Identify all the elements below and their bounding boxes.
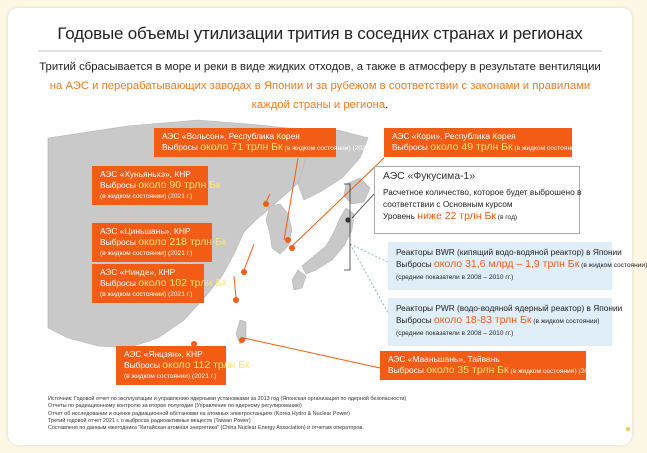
subtitle-line-3: каждой страны и региона — [251, 99, 386, 111]
source-line: Отчет об исследовании и оценке радиационной обстановки на атомных электростанциях (Korea Hydro & Nuclear Power) — [48, 410, 350, 417]
callout-kori — [384, 128, 607, 157]
kori-prefix: Выбросы — [392, 142, 431, 152]
yangjiang-name: АЭС «Янцзян», КНР — [124, 349, 203, 359]
ningde-prefix: Выбросы — [100, 278, 139, 288]
leader-maanshan — [244, 338, 380, 368]
pwr-avg: (средние показатели в 2008 – 2010 гг.) — [396, 330, 514, 337]
pwr-prefix: Выбросы — [396, 315, 434, 325]
leader-pwr — [350, 244, 392, 320]
leader-qinshan — [244, 244, 254, 270]
maanshan-prefix: Выбросы — [388, 365, 427, 375]
bwr-head: Реакторы BWR (кипящий водо-водяной реактор) в Японии — [396, 247, 622, 257]
callout-qinshan — [92, 223, 227, 262]
page-title: Годовые объемы утилизации трития в соседних странах и регионах — [57, 24, 583, 43]
leader-ningde — [234, 276, 236, 298]
marker-maanshan — [239, 337, 245, 343]
marker-wolsong — [285, 237, 291, 243]
marker-ningde — [233, 297, 239, 303]
kori-value: около 49 трлн Бк — [430, 141, 513, 153]
callout-ningde — [92, 264, 227, 303]
source-line: Третий годовой отчет 2021 г. о выбросах радиоактивных веществ (Taiwan Power) — [48, 417, 251, 424]
fukushima-line-2: соответствии с Основным курсом — [383, 199, 513, 209]
maanshan-note: (в жидком состоянии) (2021 г.) — [508, 368, 603, 375]
marker-kori — [289, 245, 295, 251]
hongyanhe-note: (в жидком состоянии) (2021 г.) — [100, 193, 193, 200]
callout-yangjiang — [116, 346, 250, 385]
honshu-shape — [302, 208, 354, 274]
subtitle-period: . — [385, 99, 389, 111]
maanshan-name: АЭС «Мааньшань», Тайвань — [388, 354, 500, 364]
marker-fukushima — [345, 217, 350, 222]
callout-fukushima — [374, 166, 580, 234]
bwr-value: около 31,6 млрд – 1,9 трлн Бк — [433, 258, 580, 270]
bwr-avg: (средние показатели в 2008 – 2010 гг.) — [396, 274, 514, 281]
page-dot — [626, 427, 630, 431]
qinshan-name: АЭС «Циньшань», КНР — [100, 226, 191, 236]
callout-bwr — [388, 242, 647, 290]
callout-pwr — [388, 298, 623, 346]
source-line: Составлено по данным ежегодника "Китайская атомная энергетика" (China Nuclear Energy Association) и отчетам операторов. — [48, 425, 364, 432]
kyushu-shape — [292, 270, 306, 290]
qinshan-prefix: Выбросы — [100, 237, 139, 247]
pwr-value: около 18-83 трлн Бк — [433, 314, 532, 326]
kori-note: (в жидком состоянии) (2021 г.) — [512, 145, 607, 152]
pwr-head: Реакторы PWR (водо-водяной ядерный реактор) в Японии — [396, 303, 623, 313]
leader-bwr — [350, 244, 392, 264]
ningde-note: (в жидком состоянии) (2021 г.) — [100, 291, 193, 298]
yangjiang-value: около 112 трлн Бк — [162, 359, 250, 371]
qinshan-value: около 218 трлн Бк — [138, 236, 227, 248]
yangjiang-prefix: Выбросы — [124, 360, 163, 370]
kori-name: АЭС «Кори», Республика Корея — [392, 131, 516, 141]
fukushima-line-1: Расчетное количество, которое будет выброшено в — [383, 187, 582, 197]
hokkaido-shape — [344, 178, 370, 204]
maanshan-value: около 35 трлн Бк — [426, 364, 509, 376]
wolsong-note: (в жидком состоянии) (2021 г.) — [282, 145, 377, 152]
sources-block — [48, 396, 406, 432]
marker-qinshan — [241, 269, 247, 275]
subtitle-line-2: на АЭС и перерабатывающих заводах в Японии и за рубежом в соответствии с законами и правилами — [49, 80, 591, 92]
pwr-note: (в жидком состоянии) — [531, 318, 600, 325]
bwr-prefix: Выбросы — [396, 259, 434, 269]
callout-hongyanhe — [92, 166, 221, 205]
fukushima-head: АЭС «Фукусима-1» — [383, 171, 476, 182]
wolsong-name: АЭС «Вольсон», Республика Корея — [162, 131, 300, 141]
hongyanhe-value: около 90 трлн Бк — [138, 179, 221, 191]
yangjiang-note: (в жидком состоянии) (2021 г.) — [124, 373, 217, 380]
qinshan-note: (в жидком состоянии) (2021 г.) — [100, 250, 193, 257]
bwr-note: (в жидком состоянии) — [579, 262, 647, 269]
source-line: Отчеты по радиационному контролю за второе полугодие (Управление по ядерному регулированию) — [48, 403, 302, 410]
callout-maanshan — [380, 351, 603, 380]
wolsong-prefix: Выбросы — [162, 142, 201, 152]
korea-shape — [266, 204, 292, 254]
fukushima-value: ниже 22 трлн Бк — [417, 210, 496, 222]
hongyanhe-prefix: Выбросы — [100, 180, 139, 190]
fukushima-note: (в год) — [495, 214, 518, 221]
callout-wolsong — [154, 128, 377, 157]
hongyanhe-name: АЭС «Хуньяньхэ», КНР — [100, 169, 191, 179]
ningde-value: около 102 трлн Бк — [138, 277, 227, 289]
fukushima-prefix: Уровень — [383, 211, 418, 221]
marker-hongyanhe — [263, 201, 269, 207]
source-line: Источник: Годовой отчет по эксплуатации и управлению ядерными установками за 2013 год (Японская организация по ядерной безопасности) — [48, 396, 407, 402]
subtitle-line-1: Тритий сбрасывается в море и реки в виде жидких отходов, а также в атмосферу в результате вентиляции — [39, 61, 601, 73]
slide-card — [8, 8, 647, 445]
ningde-name: АЭС «Нинде», КНР — [100, 267, 176, 277]
wolsong-value: около 71 трлн Бк — [200, 141, 283, 153]
